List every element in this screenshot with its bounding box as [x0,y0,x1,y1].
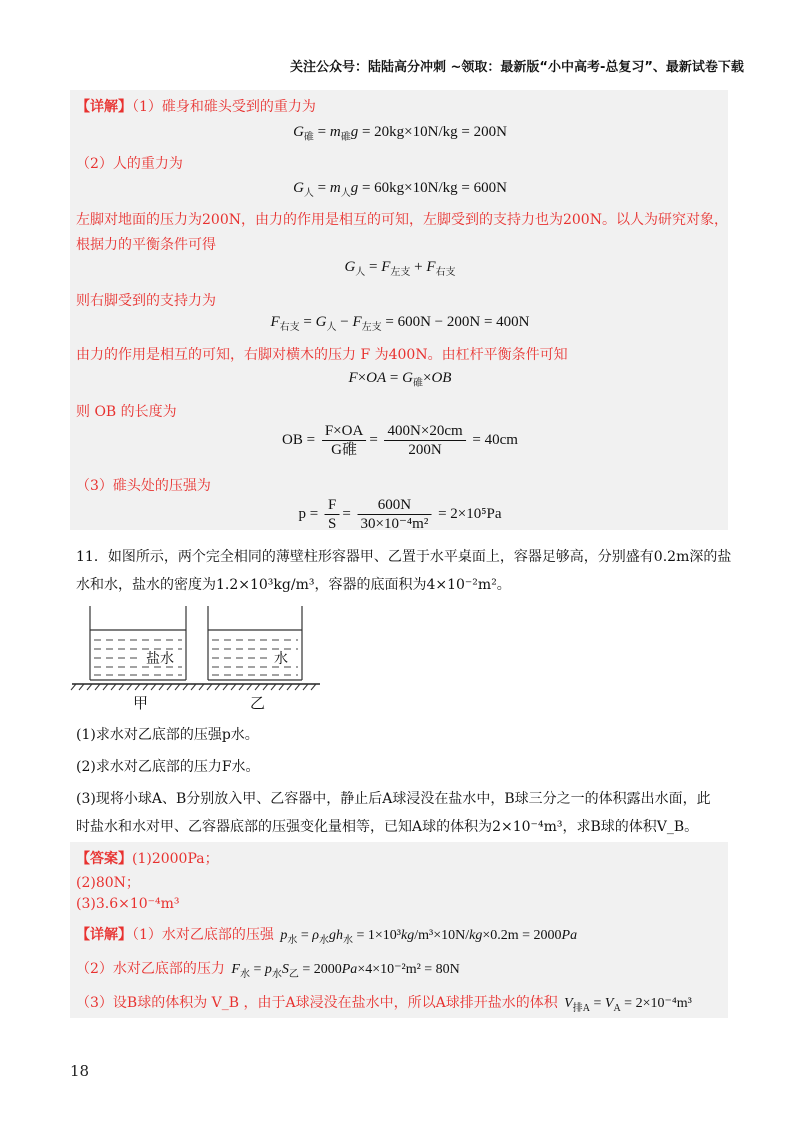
equation-force-balance: $G_人 = F_{左支} + F_{右支}$ [344,259,456,278]
answer-line [76,848,219,868]
solution-step: （2）水对乙底部的压力 [76,961,225,977]
detail-tag: 【详解】 [76,99,132,115]
answer-tag: 【答案】 [76,851,132,867]
equation-gravity-person: $G_人 = m_人g = 60kg\times 10N/kg = 600N$ [293,180,507,199]
question-11-line: 11．如图所示，两个完全相同的薄壁柱形容器甲、乙置于水平桌面上，容器足够高，分别盛有0.2m深的盐 [76,549,732,565]
solution-step: （1）碓身和碓头受到的重力为 [132,99,316,115]
equation-lever-balance: $F\times OA = G_碓\times OB$ [348,370,452,389]
answer-value: (2)80N； [76,875,140,891]
fraction [385,422,466,459]
question-11-subquestion: 时盐水和水对甲、乙容器底部的压强变化量相等，已知A球的体积为2×10⁻⁴m³，求B球的体积V_B。 [76,819,699,835]
denominator: 30×10⁻⁴m² [360,516,429,532]
solution-text: 则右脚受到的支持力为 [76,293,216,309]
fraction [322,422,366,459]
equation-rhs: = 2×10⁵Pa [438,505,502,522]
solution-step: （3）设B球的体积为 V_B ，由于A球浸没在盐水中，所以A球排开盐水的体积 [76,995,558,1011]
solution-11-line [76,958,460,980]
container-label-jia: 甲 [133,694,149,712]
detail-tag: 【详解】 [76,927,132,943]
equation-rhs: = 40cm [472,431,518,448]
page-number: 18 [70,1062,90,1080]
denominator: G碓 [331,442,357,458]
question-11-subquestion: (1)求水对乙底部的压强p水。 [76,727,259,743]
solution-text: 则 OB 的长度为 [76,404,177,420]
denominator: 200N [408,442,442,458]
solution-text: 左脚对地面的压力为200N，由力的作用是相互的可知，左脚受到的支持力也为200N。以人为研究对象， [76,212,728,228]
solution-text: 由力的作用是相互的可知，右脚对横木的压力 F 为400N。由杠杆平衡条件可知 [76,347,568,363]
equation-water-force: $F_水 = p_水S_乙 = 2000Pa\times 4\times 10^{-2}m^2 = 80N$ [231,962,460,980]
solution-step: （3）碓头处的压强为 [76,478,211,494]
solution-text: 根据力的平衡条件可得 [76,237,216,253]
container-label-yi: 乙 [250,694,266,712]
fraction [325,496,339,533]
answer-value: (3)3.6×10⁻⁴m³ [76,896,180,912]
solution-step: （2）人的重力为 [76,156,183,172]
equation-displaced-volume: $V_{排A} = V_A = 2\times 10^{-4}m^3$ [564,996,692,1014]
equation-pressure: p = $\frac{F}{S}$ = $\frac{600N}{\text{30×10⁻⁴m²}}$ = 2×10⁵Pa [298,497,502,532]
numerator: F×OA [322,422,366,441]
page-header: 关注公众号：陆陆高分冲刺 ~领取：最新版“小中高考-总复习”、最新试卷下载 [290,60,744,75]
question-11-line: 水和水，盐水的密度为1.2×10³kg/m³，容器的底面积为4×10⁻²m²。 [76,577,511,593]
solution-step: （1）水对乙底部的压强 [132,927,274,943]
question-11-subquestion: (2)求水对乙底部的压力F水。 [76,759,260,775]
question-11-subquestion: (3)现将小球A、B分别放入甲、乙容器中，静止后A球浸没在盐水中，B球三分之一的体积露出水面，此 [76,791,711,807]
numerator: 400N×20cm [385,422,466,441]
right-liquid-label: 水 [274,651,288,667]
answer-value: (1)2000Pa； [132,851,219,867]
left-liquid-label: 盐水 [146,651,174,667]
solution-10-paragraph [76,96,316,116]
numerator: 600N [358,496,432,515]
equation-water-pressure: $p_水 = \rho_水gh_水 = 1\times 10^3kg/m^3\times 10N/kg\times 0.2m = 2000Pa$ [280,928,578,946]
containers-figure [68,602,328,712]
numerator: F [325,496,339,515]
equation-right-support: $F_{右支} = G_人 - F_{左支} = 600N - 200N = 400N$ [270,314,530,333]
equation-lhs: p = [298,505,319,522]
solution-11-line [76,924,577,946]
fraction [358,496,432,533]
equation-gravity-pestle: $G_碓 = m_碓g = 20kg\times 10N/kg = 200N$ [293,124,507,143]
equation-lhs: OB = [282,431,316,448]
denominator: S [327,516,337,532]
equation-ob-length: OB = $\frac{F\times OA}{\text{G碓}}$ = $\frac{400N\times 20cm}{200N}$ = 40cm [282,423,518,458]
solution-11-line [76,992,692,1014]
